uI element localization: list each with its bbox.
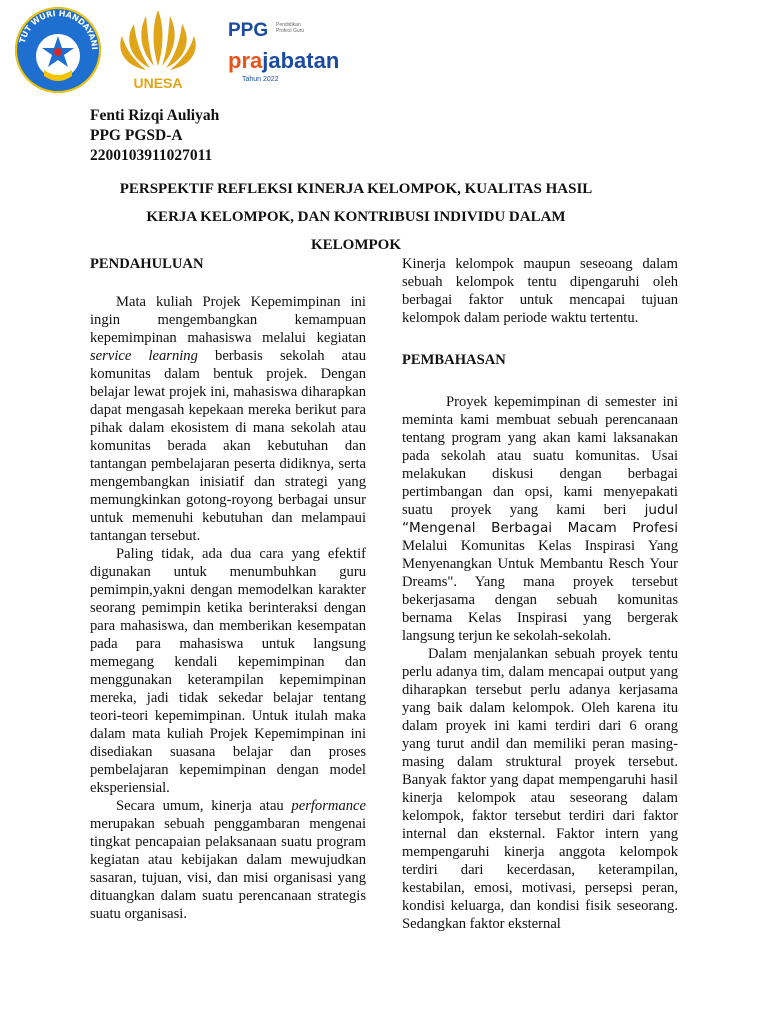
title-line-1: PERSPEKTIF REFLEKSI KINERJA KELOMPOK, KUALITAS HASIL (119, 181, 593, 197)
author-identity (90, 106, 219, 166)
section-heading-pendahuluan: PENDAHULUAN (90, 256, 204, 272)
right-column (402, 255, 678, 933)
title-line-3: KELOMPOK (311, 237, 401, 253)
ppg-prajabatan-logo (214, 14, 340, 90)
unesa-text: UNESA (133, 75, 183, 91)
left-column (90, 255, 366, 923)
document-title (96, 175, 616, 259)
prajabatan-text (228, 48, 339, 74)
paragraph-intro-2: Paling tidak, ada dua cara yang efektif digunakan untuk menumbuhkan guru pemimpin,yakni dengan memodelkan karakter seorang pemimpin ketika berinteraksi dengan para mahasiswa, dan memberikan kesempatan pada para mahasiswa untuk langsung memegang kendali kepemimpinan dan menggunakan keterampilan kepemimpinan mereka, jadi tidak sekedar belajar tentang teori-teori kepemimpinan. Untuk itulah maka dalam mata kuliah Projek Kepemimpinan ini disediakan suasana belajar dan proses pembelajaran kepemimpinan dengan model eksperiensial. (90, 546, 366, 796)
ppg-subtext: Pendidikan Profesi Guru (276, 22, 305, 34)
unesa-logo (108, 6, 208, 94)
section-heading-pembahasan: PEMBAHASAN (402, 352, 506, 368)
ppg-text: PPG (228, 20, 269, 41)
prajabatan-pra: pra (228, 48, 263, 73)
paragraph-discussion-2: Dalam menjalankan sebuah proyek tentu perlu adanya tim, dalam mencapai output yang diharapkan tersebut perlu adanya kerjasama yang baik dalam kelompok. Oleh karena itu dalam proyek ini kami terdiri dari 6 orang yang turut andil dan memiliki peran masing-masing dalam struktural proyek tersebut. Banyak faktor yang dapat mempengaruhi hasil kinerja kelompok atau seseorang dalam kelompok, faktor tersebut terdiri dari faktor internal dan eksternal. Faktor intern yang mempengaruhi kinerja anggota kelompok terdiri dari kecerdasan, keterampilan, kestabilan, emosi, motivasi, persepsi peran, kondisi keluarga, dan kondisi fisik seseorang. Sedangkan faktor eksternal (402, 646, 678, 932)
author-id-number: 2200103911027011 (90, 147, 213, 164)
ppg-year: Tahun 2022 (242, 76, 279, 83)
paragraph-intro-continued: Kinerja kelompok maupun seseoang dalam sebuah kelompok tentu dipengaruhi oleh berbagai faktor untuk mencapai tujuan kelompok dalam periode waktu tertentu. (402, 256, 678, 326)
tut-wuri-text: TUT WURI HANDAYANI (17, 8, 100, 51)
paragraph-intro-1: Mata kuliah Projek Kepemimpinan ini ingin mengembangkan kemampuan kepemimpinan mahasiswa melalui kegiatan service learning berbasis sekolah atau komunitas dalam bentuk projek. Dengan belajar lewat projek ini, mahasiswa diharapkan dapat mengasah kepekaan mereka berikut para pihak dalam ekosistem di mana sekolah atau komunitas berada akan kebutuhan dan tantangan pembelajaran peserta didiknya, serta mengembangkan inisiatif dan strategi yang memungkinkan gotong-royong berbagai unsur untuk memenuhi kebutuhan dan melampaui tantangan tersebut. (90, 294, 366, 544)
tut-wuri-handayani-logo (14, 6, 102, 94)
prajabatan-rest: jabatan (262, 48, 340, 73)
paragraph-discussion-1: Proyek kepemimpinan di semester ini meminta kami membuat sebuah perencanaan tentang program yang akan kami laksanakan pada sekolah atau suatu komunitas. Usai melakukan diskusi dengan berbagai pertimbangan dan opsi, kami menyepakati suatu proyek yang kami beri judul “Mengenal Berbagai Macam Profesi Melalui Komunitas Kelas Inspirasi Yang Menyenangkan Untuk Membantu Resch Your Dreams". Yang mana proyek tersebut bekerjasama dengan sebuah komunitas bernama Kelas Inspirasi yang bergerak langsung terjun ke sekolah-sekolah. (402, 394, 678, 644)
author-name: Fenti Rizqi Auliyah (90, 107, 220, 124)
header-logos (14, 6, 754, 94)
title-line-2: KERJA KELOMPOK, DAN KONTRIBUSI INDIVIDU DALAM (146, 209, 566, 225)
author-program: PPG PGSD-A (90, 127, 183, 144)
paragraph-intro-3: Secara umum, kinerja atau performance merupakan sebuah penggambaran mengenai tingkat pencapaian pelaksanaan suatu program kegiatan atau kebijakan dalam mewujudkan sasaran, tujuan, visi, dan misi organisasi yang dituangkan dalam suatu perencanaan strategis suatu organisasi. (90, 798, 366, 922)
